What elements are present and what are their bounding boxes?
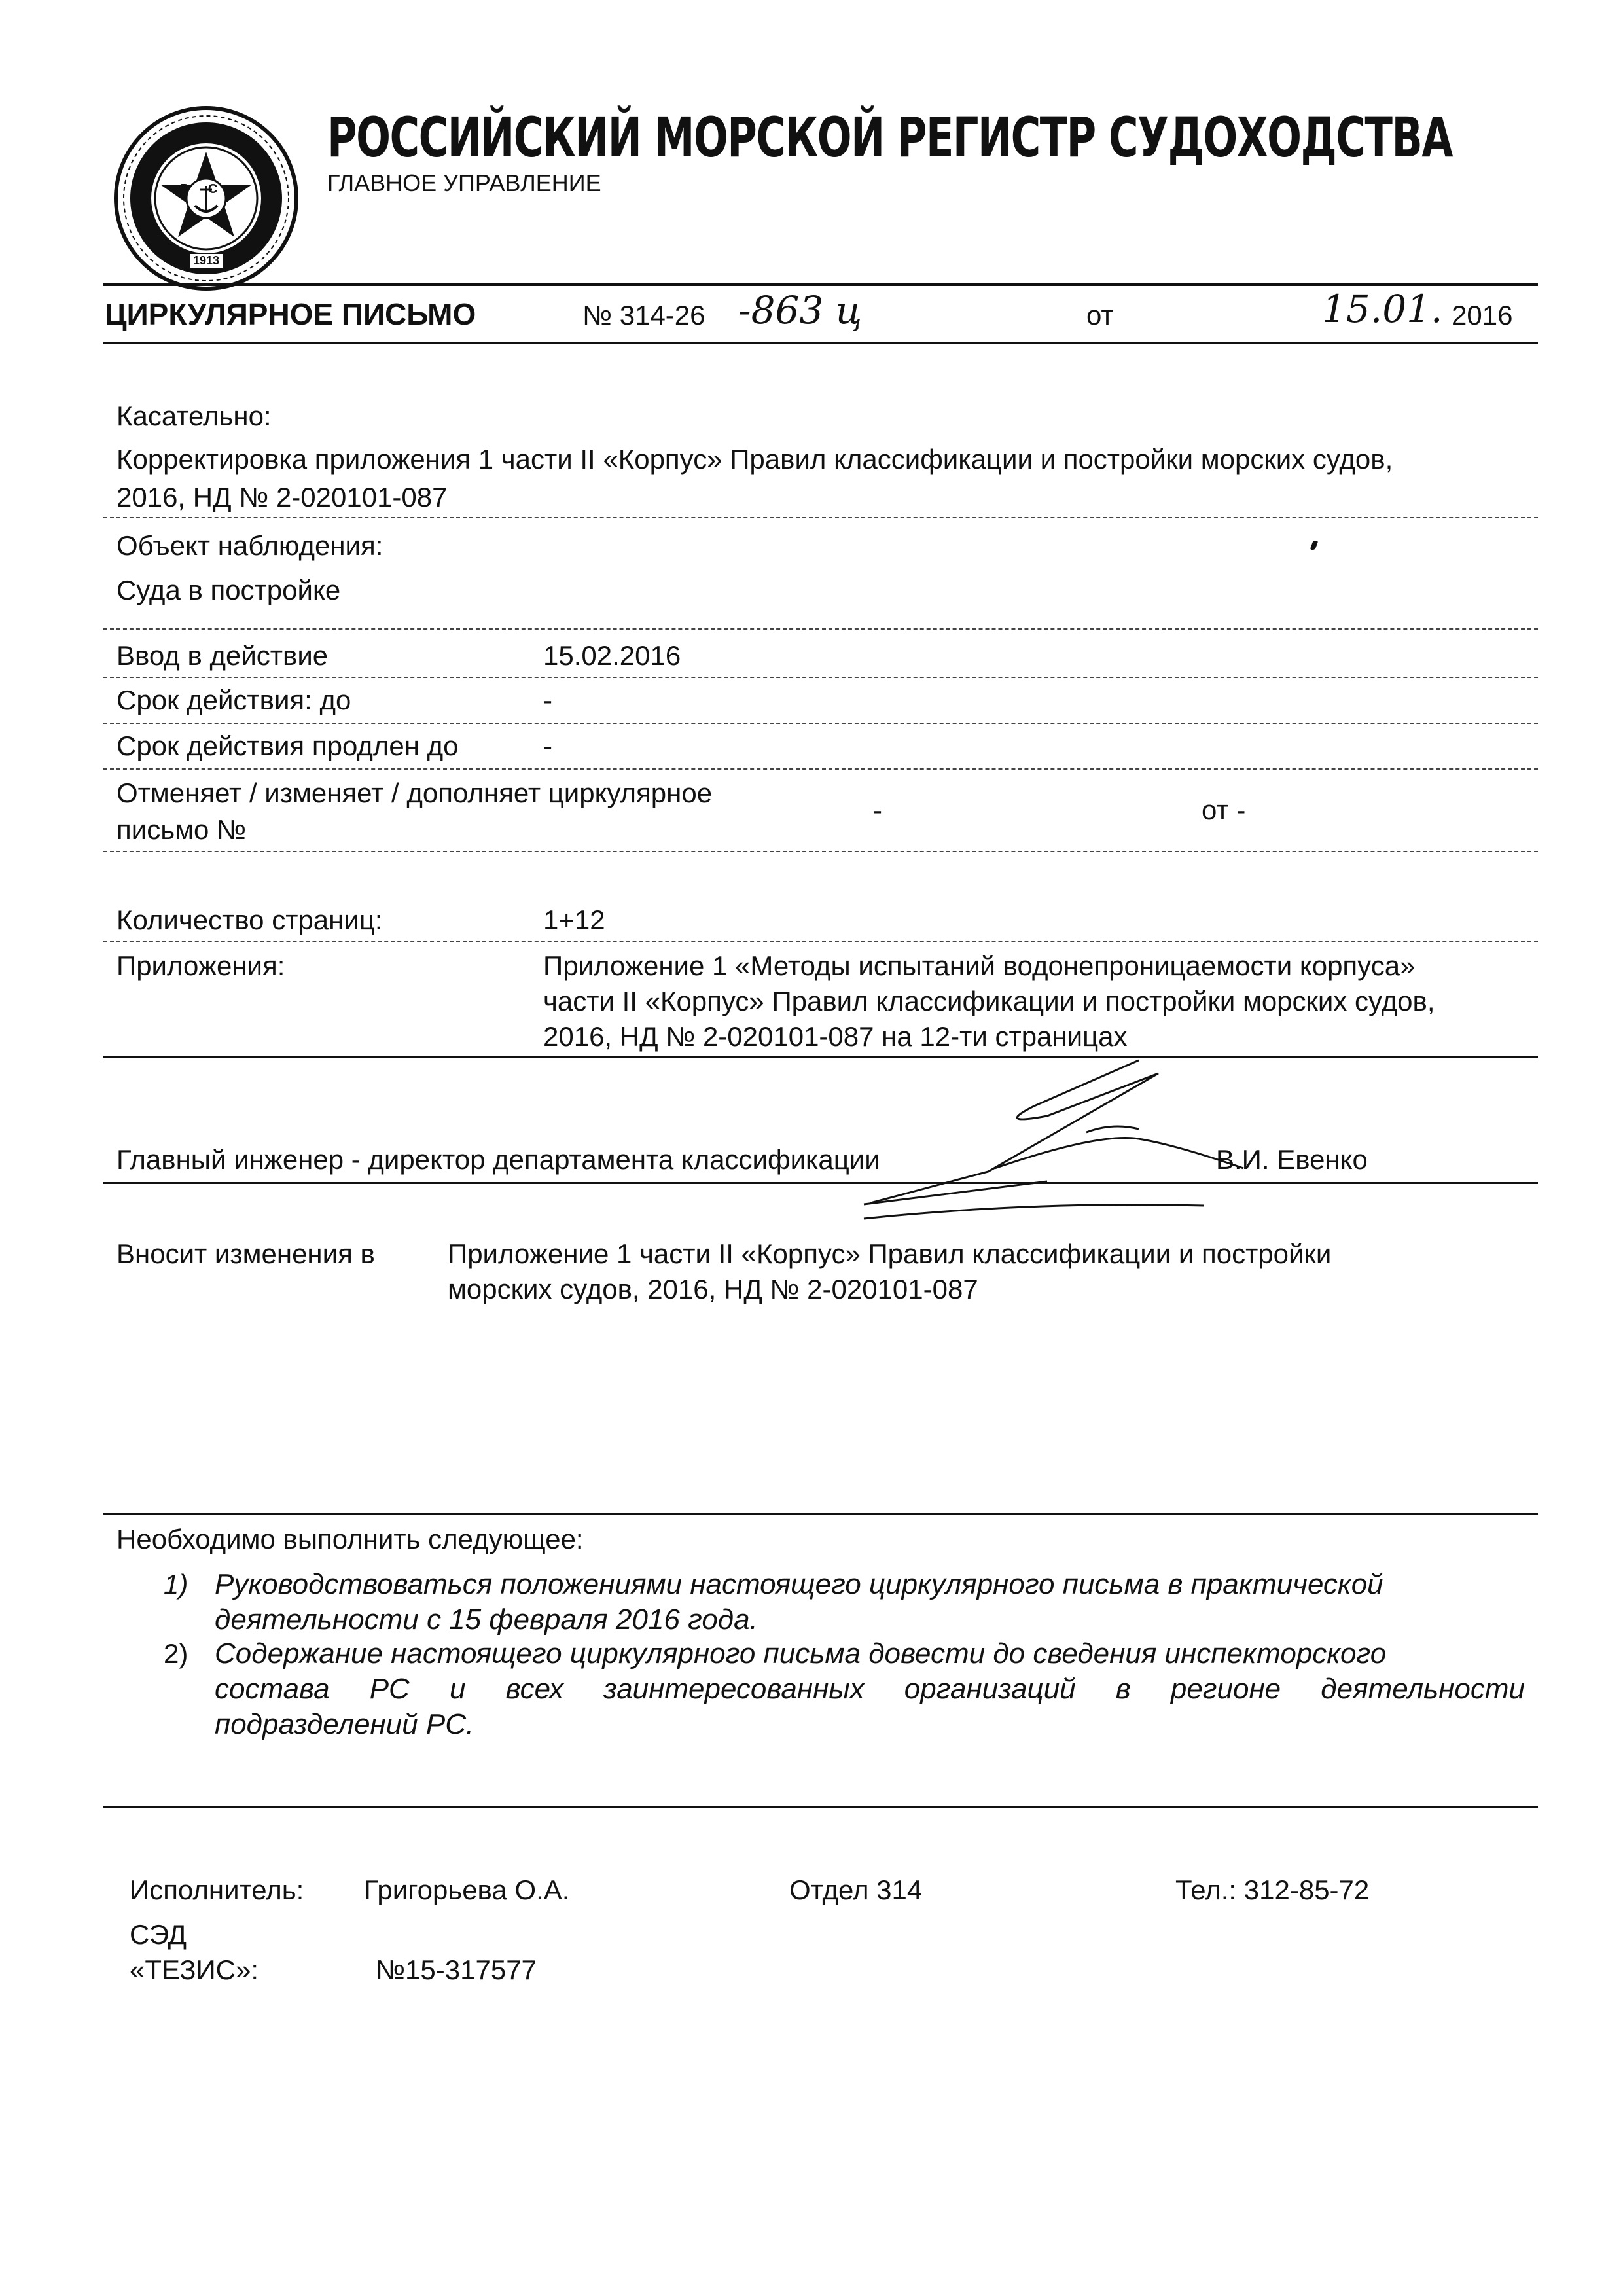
letter-number: № 314-26 (582, 300, 705, 331)
sed-number: №15-317577 (376, 1954, 537, 1985)
extended-value: - (543, 730, 552, 761)
action-2-line-1: Содержание настоящего циркулярного письма довести до сведения инспекторского (215, 1638, 1387, 1670)
org-name: РОССИЙСКИЙ МОРСКОЙ РЕГИСТР СУДОХОДСТВА (327, 105, 1452, 170)
amends-line-2: морских судов, 2016, НД № 2-020101-087 (448, 1274, 978, 1304)
object-value: Суда в постройке (116, 575, 341, 605)
rule-actions (103, 1513, 1538, 1515)
action-1-line-1: Руководствоваться положениями настоящего циркулярного письма в практической (215, 1568, 1383, 1600)
effective-value: 15.02.2016 (543, 640, 681, 671)
actions-heading: Необходимо выполнить следующее: (116, 1524, 584, 1554)
pages-label: Количество страниц: (116, 905, 383, 935)
sed-label-1: СЭД (130, 1919, 187, 1950)
action-1-line-2: деятельности с 15 февраля 2016 года. (215, 1604, 758, 1636)
letter-number-handwritten: -863 ц (738, 288, 863, 332)
date-label: от (1086, 300, 1114, 331)
executor-label: Исполнитель: (130, 1874, 304, 1905)
cancels-from-label: от - (1202, 795, 1246, 825)
rule-signature (103, 1182, 1538, 1184)
rule-validity (103, 723, 1538, 724)
ink-mark (1310, 541, 1318, 550)
subject-label: Касательно: (116, 401, 272, 431)
org-subtitle: ГЛАВНОЕ УПРАВЛЕНИЕ (327, 170, 601, 196)
attachments-line-1: Приложение 1 «Методы испытаний водонепроницаемости корпуса» (543, 950, 1416, 981)
validity-label: Срок действия: до (116, 685, 351, 715)
action-2-number: 2) (164, 1638, 188, 1669)
logo-year: 1913 (192, 254, 220, 267)
rule-footer (103, 1806, 1538, 1808)
rule-title-bottom (103, 342, 1538, 344)
rule-cancels (103, 851, 1538, 852)
phone: Тел.: 312-85-72 (1175, 1874, 1370, 1905)
extended-label: Срок действия продлен до (116, 730, 459, 761)
date-year: 2016 (1452, 300, 1513, 331)
effective-label: Ввод в действие (116, 640, 329, 671)
action-2-line-2: состава РС и всех заинтересованных организаций в регионе деятельности (215, 1673, 1525, 1705)
logo-letters: РС (180, 182, 238, 196)
subject-line-1: Корректировка приложения 1 части II «Корпус» Правил классификации и постройки морских судов, (116, 444, 1393, 475)
attachments-label: Приложения: (116, 950, 285, 981)
amends-line-1: Приложение 1 части II «Корпус» Правил классификации и постройки (448, 1238, 1332, 1269)
letter-type: ЦИРКУЛЯРНОЕ ПИСЬМО (105, 297, 476, 331)
signatory-name: В.И. Евенко (1216, 1144, 1368, 1175)
signatory-position: Главный инженер - директор департамента классификации (116, 1144, 880, 1175)
rule-pages (103, 941, 1538, 942)
cancels-value: - (873, 795, 882, 825)
attachments-line-2: части II «Корпус» Правил классификации и постройки морских судов, (543, 986, 1435, 1016)
action-2-line-3: подразделений РС. (215, 1708, 474, 1740)
action-1-number: 1) (164, 1569, 188, 1600)
rule-top (103, 283, 1538, 286)
date-handwritten: 15.01. (1322, 287, 1443, 331)
subject-line-2: 2016, НД № 2-020101-087 (116, 482, 448, 512)
department: Отдел 314 (789, 1874, 923, 1905)
pages-value: 1+12 (543, 905, 605, 935)
rule-subject (103, 517, 1538, 518)
attachments-line-3: 2016, НД № 2-020101-087 на 12-ти страницах (543, 1021, 1128, 1052)
sed-label-2: «ТЕЗИС»: (130, 1954, 259, 1985)
registry-logo (113, 105, 300, 292)
executor-name: Григорьева О.А. (364, 1874, 570, 1905)
validity-value: - (543, 685, 552, 715)
rule-effective (103, 677, 1538, 678)
rule-extended (103, 768, 1538, 770)
cancels-label-2: письмо № (116, 814, 247, 845)
object-label: Объект наблюдения: (116, 530, 383, 561)
rule-object (103, 628, 1538, 630)
amends-label: Вносит изменения в (116, 1238, 375, 1269)
cancels-label-1: Отменяет / изменяет / дополняет циркулярное (116, 778, 713, 808)
handwritten-signature (772, 1034, 1296, 1230)
